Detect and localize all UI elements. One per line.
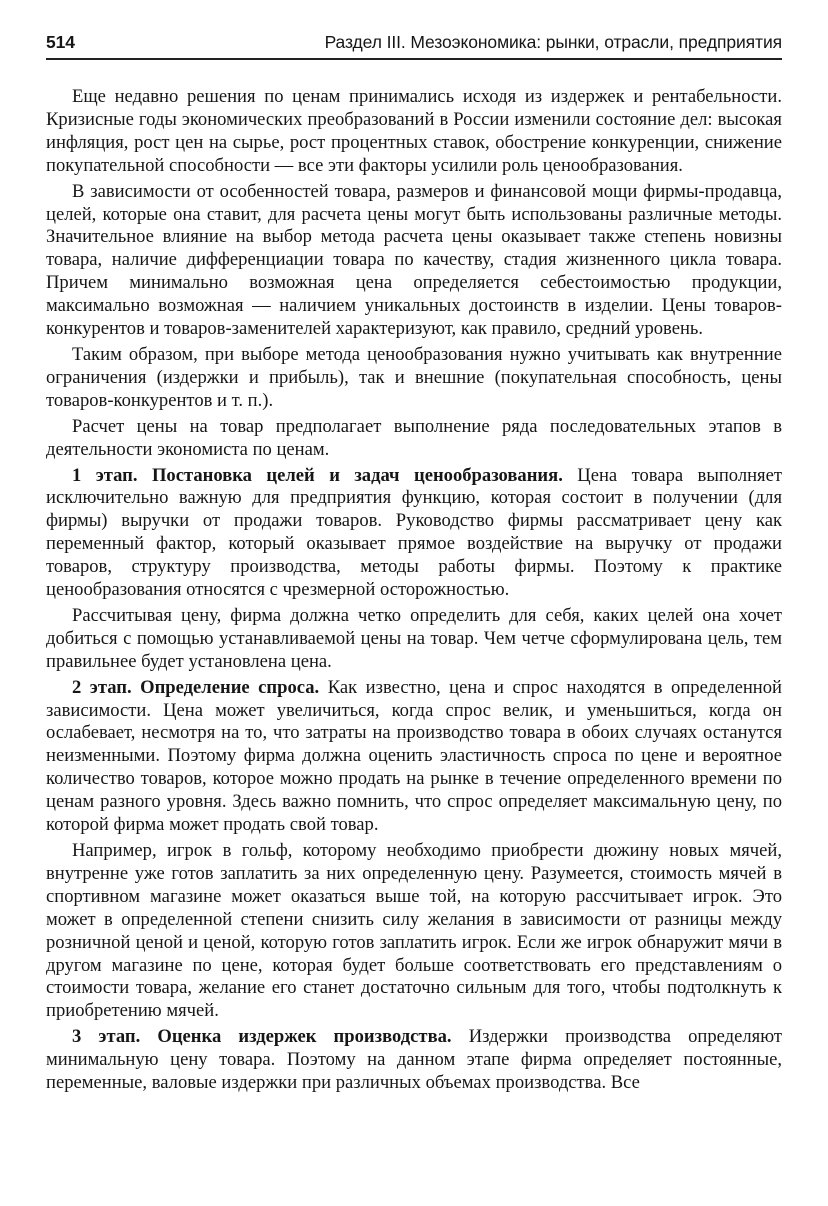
paragraph-1: Еще недавно решения по ценам принимались исходя из издержек и рентабельности. Кризисные годы экономических преобразований в России изменили состояние дел: высокая инфляция, рост цен на сырье, рост процентных ставок, обострение конкуренции, снижение покупательной способности — все эти факторы усилили роль ценообразования. <box>46 86 782 176</box>
paragraph-stage-3: 3 этап. Оценка издержек производства. Издержки производства определяют минимальную цену товара. Поэтому на данном этапе фирма определяет постоянные, переменные, валовые издержки при различных объемах производства. Все <box>46 1026 782 1094</box>
paragraph-6: Рассчитывая цену, фирма должна четко определить для себя, каких целей она хочет добиться с помощью устанавливаемой цены на товар. Чем четче сформулирована цель, тем правильнее будет установлена цена. <box>46 604 782 672</box>
paragraph-2: В зависимости от особенностей товара, размеров и финансовой мощи фирмы-продавца, целей, которые она ставит, для расчета цены могут быть использованы различные методы. Значительное влияние на выбор метода расчета цены оказывает также степень новизны товара, наличие дифференциации товара по качеству, стадия жизненного цикла товара. Причем минимально возможная цена определяется себестоимостью продукции, максимально возможная — наличием уникальных достоинств в изделии. Цены товаров-конкурентов и товаров-заменителей характеризуют, как правило, средний уровень. <box>46 180 782 340</box>
page-number: 514 <box>46 32 75 52</box>
stage-3-heading: 3 этап. Оценка издержек производства. <box>72 1026 452 1048</box>
running-head: Раздел III. Мезоэкономика: рынки, отрасли, предприятия <box>324 32 782 52</box>
paragraph-stage-2: 2 этап. Определение спроса. Как известно, цена и спрос находятся в определенной зависимости. Цена может увеличиться, когда спрос велик, и уменьшиться, когда он ослабевает, несмотря на то, что затраты на производство товара в обоих случаях останутся неизменными. Поэтому фирма должна оценить эластичность спроса по цене и вероятное количество товаров, которое можно продать на рынке в течение определенного времени по ценам разного уровня. Здесь важно помнить, что спрос определяет максимальную цену, по которой фирма может продать свой товар. <box>46 676 782 836</box>
stage-1-heading: 1 этап. Постановка целей и задач ценообразования. <box>72 464 563 486</box>
stage-2-heading: 2 этап. Определение спроса. <box>72 676 320 698</box>
paragraph-8: Например, игрок в гольф, которому необходимо приобрести дюжину новых мячей, внутренне уже готов заплатить за них определенную цену. Разумеется, стоимость мячей в спортивном магазине может оказаться выше той, на которую рассчитывает игрок. Это может в определенной степени снизить силу желания в зависимости от разницы между розничной ценой и ценой, которую готов заплатить игрок. Если же игрок обнаружит мячи в другом магазине по цене, которая будет больше соответствовать его представлениям о стоимости товара, желание его станет достаточно сильным для того, чтобы подтолкнуть к приобретению мячей. <box>46 840 782 1022</box>
paragraph-3: Таким образом, при выборе метода ценообразования нужно учитывать как внутренние ограничения (издержки и прибыль), так и внешние (покупательная способность, цены товаров-конкурентов и т. п.). <box>46 343 782 411</box>
page-header <box>46 28 782 58</box>
paragraph-4: Расчет цены на товар предполагает выполнение ряда последовательных этапов в деятельности экономиста по ценам. <box>46 415 782 460</box>
paragraph-stage-1: 1 этап. Постановка целей и задач ценообразования. Цена товара выполняет исключительно важную для предприятия функцию, которая состоит в получении (для фирмы) выручки от продажи товаров. Руководство фирмы рассматривает цену как переменный фактор, который оказывает прямое воздействие на выручку от продажи товаров, структуру производства, методы работы фирмы. Поэтому к практике ценообразования относятся с чрезмерной осторожностью. <box>46 464 782 601</box>
page-body <box>46 86 782 1098</box>
header-rule <box>46 58 782 60</box>
